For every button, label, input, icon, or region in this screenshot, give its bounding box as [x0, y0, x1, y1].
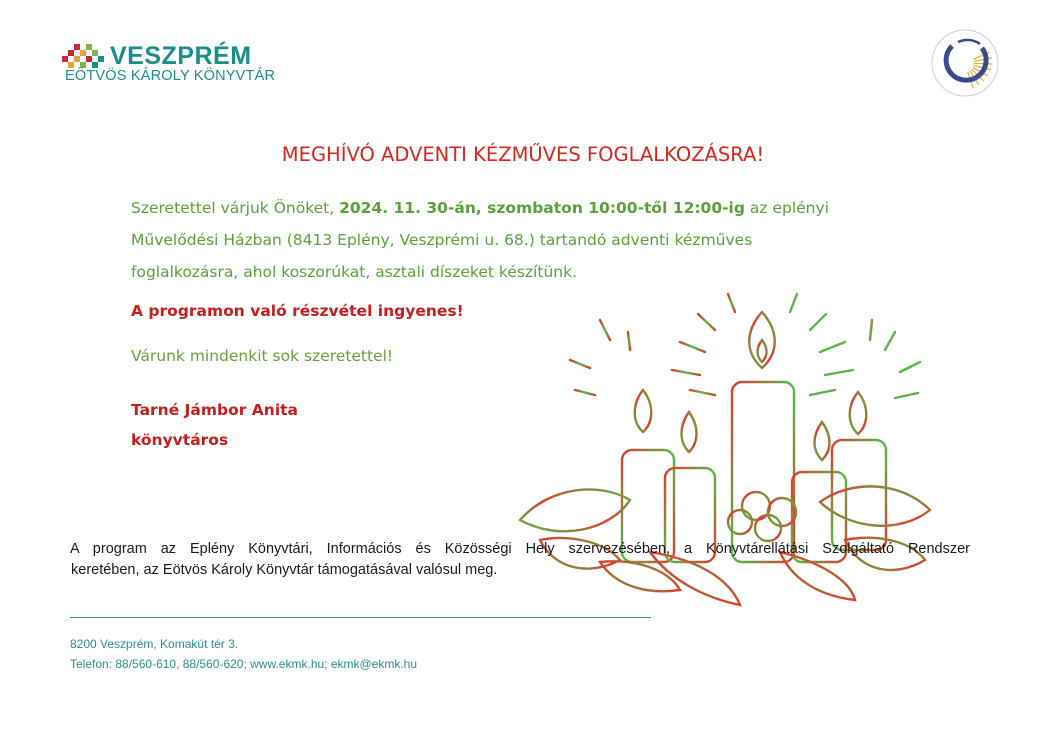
logo-subtitle: EÖTVÖS KÁROLY KÖNYVTÁR	[65, 68, 276, 84]
footer-divider	[70, 617, 651, 618]
intro-text: Szeretettel várjuk Önöket,	[131, 199, 340, 217]
footnote-line-2: keretében, az Eötvös Károly Könyvtár támogatásával valósul meg.	[71, 562, 498, 578]
seal-icon	[930, 28, 1000, 98]
signature-role: könyvtáros	[131, 431, 229, 449]
intro-paragraph	[131, 192, 931, 288]
welcome-text: Várunk mindenkit sok szeretettel!	[131, 347, 394, 365]
free-admission-note: A programon való részvétel ingyenes!	[131, 302, 464, 320]
invitation-title: MEGHÍVÓ ADVENTI KÉZMŰVES FOGLALKOZÁSRA!	[281, 143, 765, 166]
event-date-time: 2024. 11. 30-án, szombaton 10:00-től 12:00-ig	[339, 199, 745, 217]
logo-name: VESZPRÉM	[110, 42, 252, 70]
footnote-line-1: A program az Eplény Könyvtári, Információs és Közösségi Hely szervezésében, a Könyvtárellátási Szolgáltató Rendszer	[70, 541, 970, 557]
program-footnote	[70, 539, 970, 581]
signature-name: Tarné Jámbor Anita	[131, 401, 298, 419]
footer-address: 8200 Veszprém, Komakút tér 3.	[70, 637, 239, 651]
library-logo	[62, 40, 276, 88]
intro-line-2: Művelődési Házban (8413 Eplény, Veszprémi u. 68.) tartandó adventi kézműves	[131, 231, 753, 249]
intro-line-3: foglalkozásra, ahol koszorúkat, asztali díszeket készítünk.	[131, 263, 577, 281]
intro-text: az eplényi	[744, 199, 829, 217]
logo-checker-icon	[62, 44, 106, 68]
footer-contact: Telefon: 88/560-610, 88/560-620; www.ekmk.hu; ekmk@ekmk.hu	[70, 657, 418, 671]
intro-line-1	[131, 192, 931, 224]
